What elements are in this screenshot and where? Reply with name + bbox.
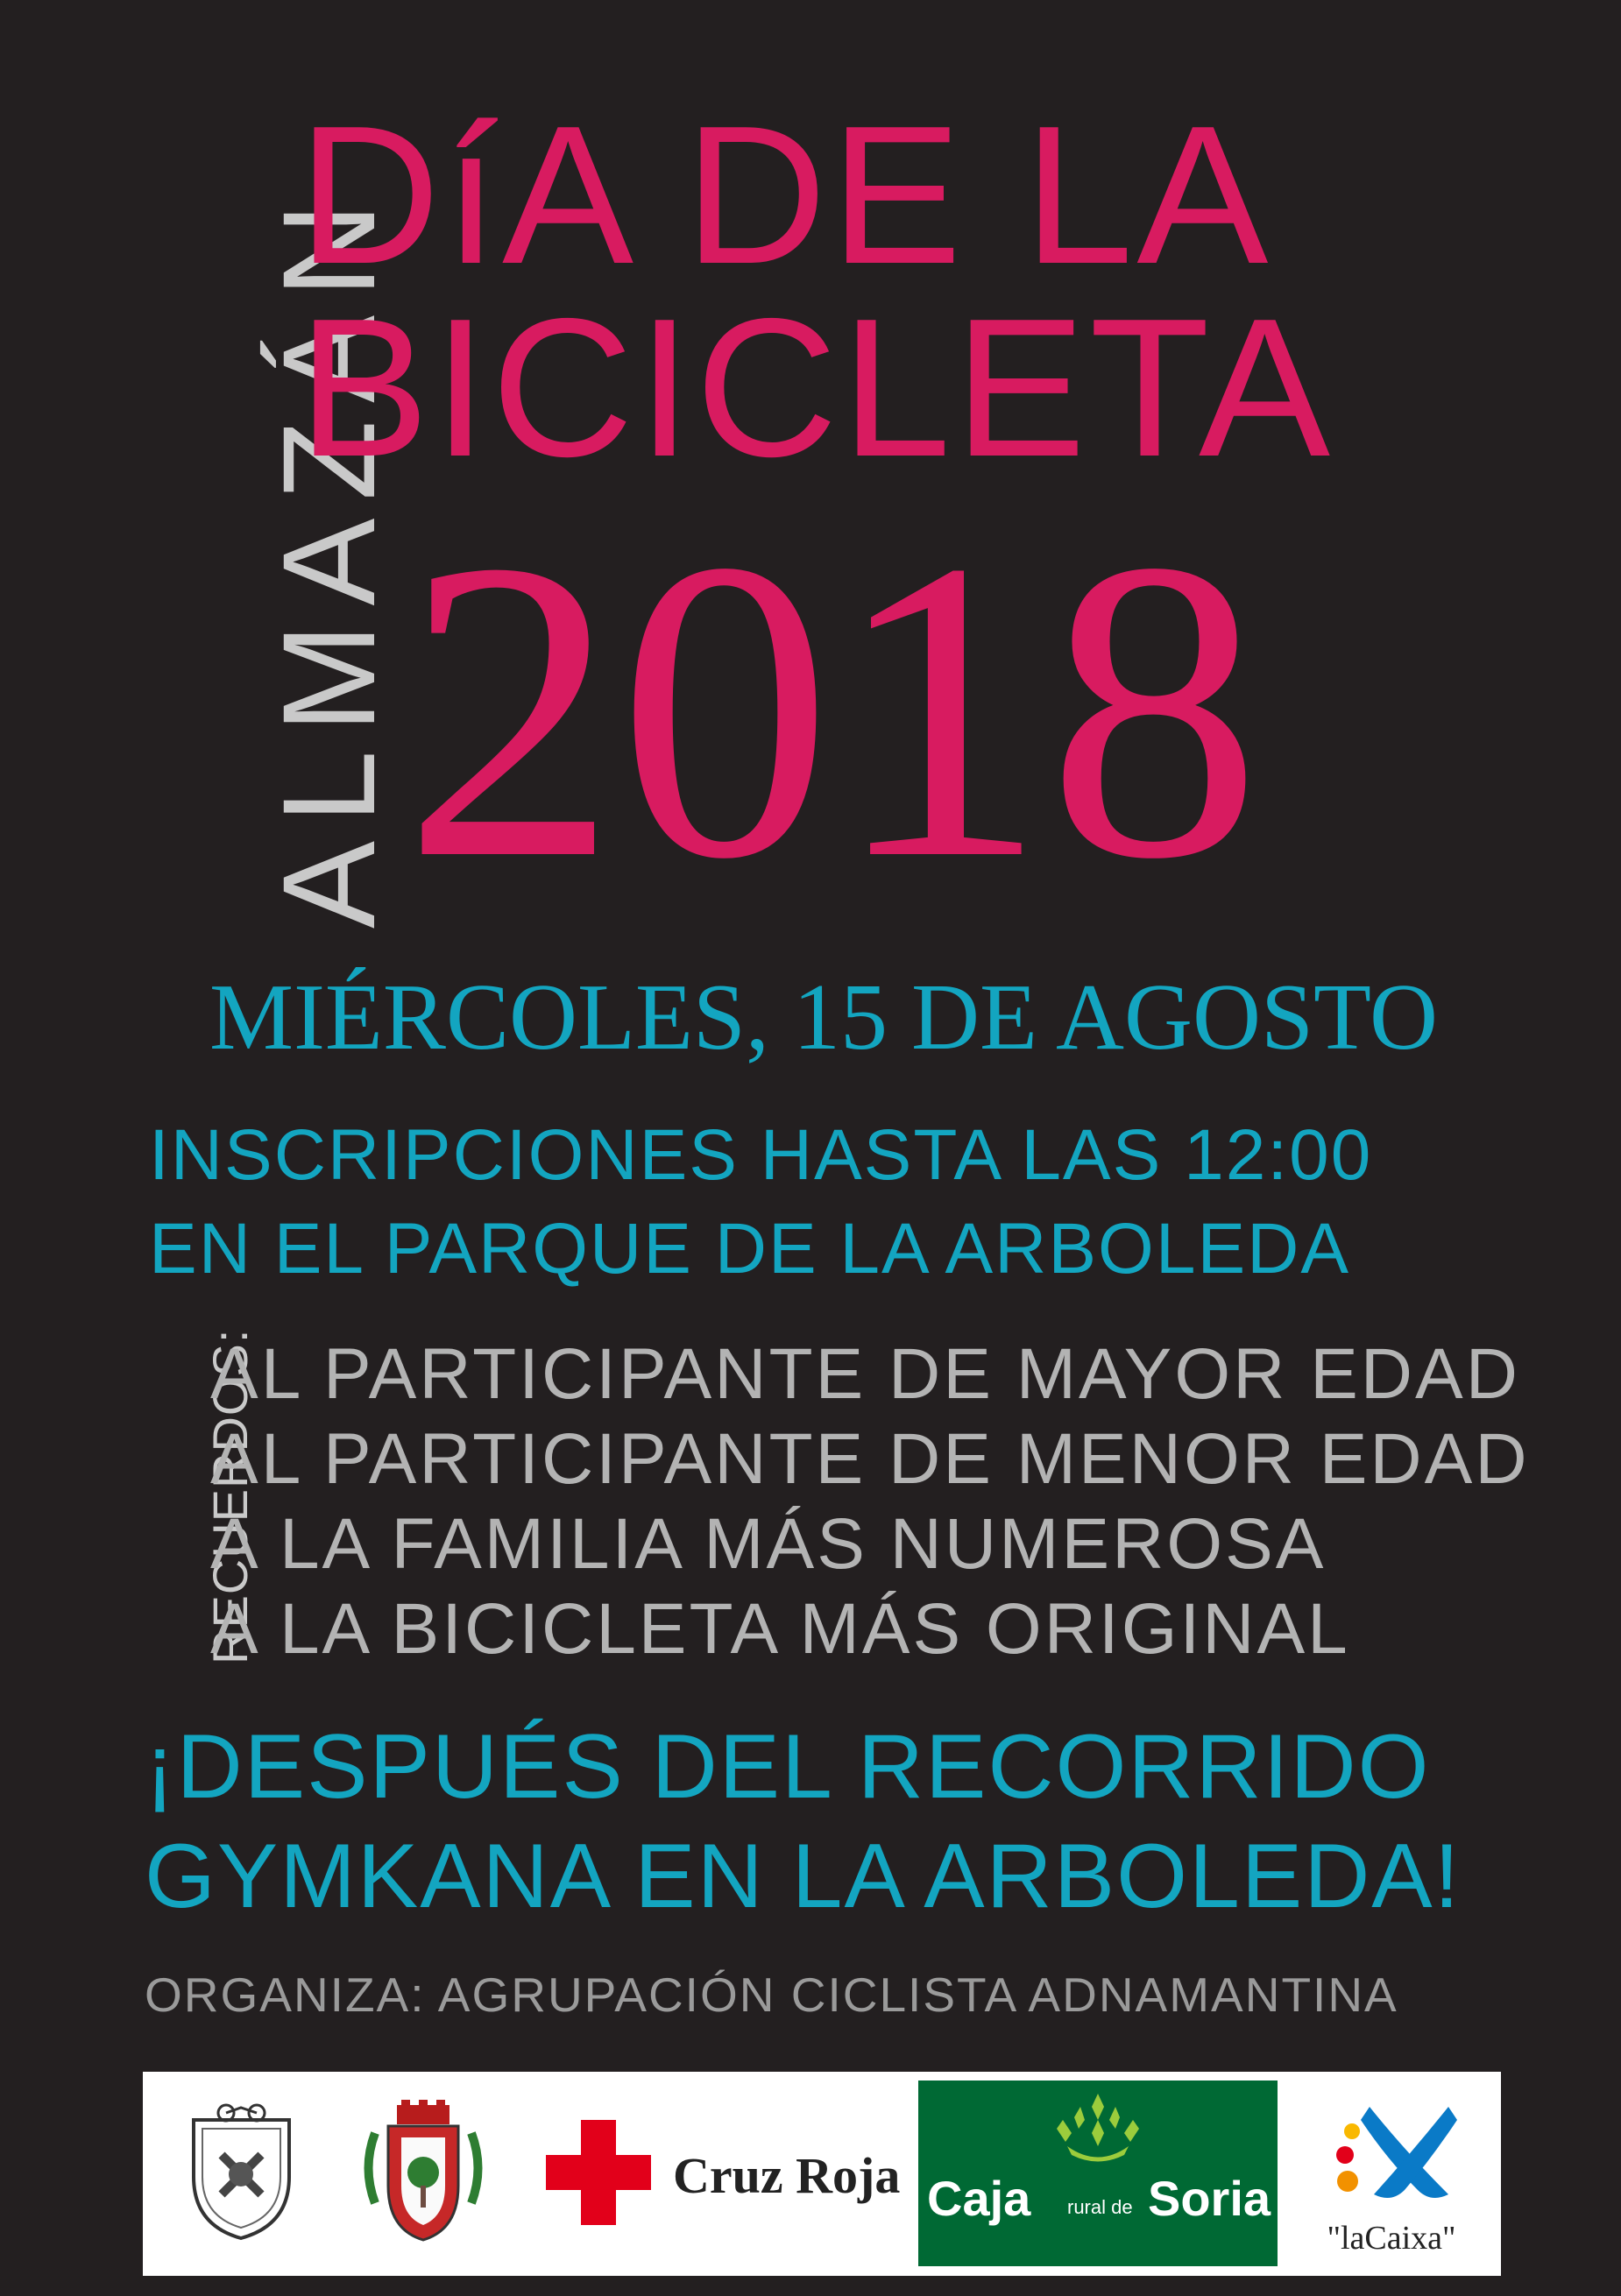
- la-caixa-logo: [1299, 2089, 1483, 2260]
- registration-info-line-1: INSCRIPCIONES HASTA LAS 12:00: [149, 1115, 1373, 1195]
- gymkana-line-2: GYMKANA EN LA ARBOLEDA!: [145, 1826, 1462, 1927]
- rural-de-word: rural de: [1067, 2196, 1133, 2218]
- cruz-roja-label: Cruz Roja: [673, 2147, 901, 2204]
- title-line-1: DíA DE LA: [298, 84, 1272, 305]
- event-date: MIÉRCOLES, 15 DE AGOSTO: [209, 965, 1439, 1070]
- event-year: 2018: [403, 471, 1262, 947]
- cruz-roja-logo: [542, 2120, 901, 2225]
- gymkana-line-1: ¡DESPUÉS DEL RECORRIDO: [145, 1716, 1431, 1818]
- la-caixa-label: "laCaixa": [1327, 2220, 1456, 2257]
- sponsor-bar: [143, 2072, 1501, 2276]
- almazan-coat-of-arms-logo: [357, 2098, 489, 2247]
- side-title-almazan: ALMAZÁN: [255, 185, 402, 929]
- prize-item: A LA BICICLETA MÁS ORIGINAL: [210, 1589, 1350, 1669]
- prize-item: AL PARTICIPANTE DE MENOR EDAD: [210, 1419, 1530, 1499]
- prizes-label: RECUERDOS:: [202, 1328, 258, 1664]
- caja-word: Caja: [927, 2171, 1031, 2226]
- caja-rural-soria-logo: [918, 2081, 1278, 2266]
- soria-word: Soria: [1148, 2171, 1271, 2226]
- organizer-credit: ORGANIZA: AGRUPACIÓN CICLISTA ADNAMANTINA: [145, 1967, 1398, 2022]
- prize-item: AL PARTICIPANTE DE MAYOR EDAD: [210, 1334, 1520, 1414]
- prize-item: A LA FAMILIA MÁS NUMEROSA: [210, 1504, 1327, 1584]
- title-line-2: BICICLETA: [298, 277, 1334, 498]
- registration-info-line-2: EN EL PARQUE DE LA ARBOLEDA: [149, 1209, 1351, 1289]
- agrupacion-ciclista-logo: [187, 2102, 296, 2243]
